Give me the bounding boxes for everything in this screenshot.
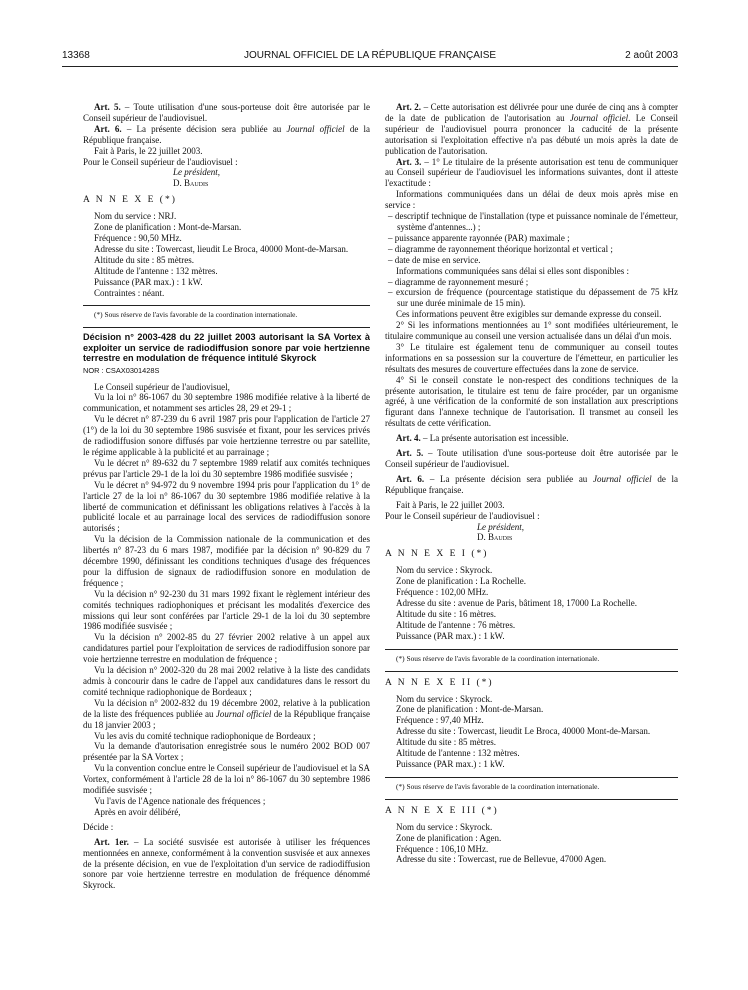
signature: D. Baudis [173, 178, 209, 189]
decision-title: Décision n° 2003-428 du 22 juillet 2003 autorisant la SA Vortex à exploiter un service de radiodiffusion sonore par voie hertzienne terrestre en modulation de fréquence intitulé Skyrock [83, 332, 370, 364]
visa: Vu l'avis de l'Agence nationale des fréquences ; [94, 795, 266, 806]
annex-line: Altitude de l'antenne : 132 mètres. [94, 265, 218, 276]
annex-line: Altitude de l'antenne : 132 mètres. [396, 748, 520, 759]
signature: D. Baudis [477, 532, 513, 543]
paragraph: 4° Si le conseil constate le non-respect des conditions techniques de la présente autorisation, le titulaire est tenu de faire procéder, par un organisme agréé, à une vérification de la conformité de son installation aux prescriptions figurant dans l'annexe technique de l'autorisation. Il transmet au conseil les résultats de cette vérification. [385, 374, 678, 429]
list-item: – date de mise en service. [388, 254, 481, 265]
president-title: Le président, [477, 521, 524, 532]
annex-line: Nom du service : NRJ. [94, 211, 177, 222]
visa: Vu la loi n° 86-1067 du 30 septembre 1986 modifiée relative à la liberté de communication, et notamment ses articles 28, 29 et 29-1 ; [83, 392, 370, 414]
divider [385, 649, 678, 650]
list-item: – excursion de fréquence (pourcentage statistique du dépassement de 75 kHz sur une durée minimale de 15 min). [388, 287, 678, 309]
visa: Vu les avis du comité technique radiophonique de Bordeaux ; [94, 730, 316, 741]
annex-line: Nom du service : Skyrock. [396, 565, 493, 576]
visa: Vu la demande d'autorisation enregistrée sous le numéro 2002 BOD 007 présentée par la SA Vortex ; [83, 741, 370, 763]
article-5: Art. 5. – Toute utilisation d'une sous-porteuse doit être autorisée par le Conseil supérieur de l'audiovisuel. [385, 448, 678, 469]
annex-line: Puissance (PAR max.) : 1 kW. [396, 630, 505, 641]
annex-line: Adresse du site : Towercast, rue de Bellevue, 47000 Agen. [396, 854, 607, 865]
visa: Vu la convention conclue entre le Conseil supérieur de l'audiovisuel et la SA Vortex, conformément à l'article 28 de la loi n° 86-1067 du 30 septembre 1986 modifiée susvisée ; [83, 763, 371, 796]
divider [385, 671, 678, 672]
footnote: (*) Sous réserve de l'avis favorable de la coordination internationale. [396, 653, 600, 663]
list-item: – diagramme de rayonnement mesuré ; [388, 276, 529, 287]
annex-line: Nom du service : Skyrock. [396, 693, 493, 704]
annex-1-title: A N N E X E I (*) [385, 549, 489, 560]
annex-list [83, 211, 370, 298]
annex-line: Fréquence : 102,00 MHz. [396, 587, 489, 598]
footnote: (*) Sous réserve de l'avis favorable de la coordination internationale. [396, 781, 600, 791]
footnote: (*) Sous réserve de l'avis favorable de la coordination internationale. [94, 310, 298, 320]
article-4: Art. 4. – La présente autorisation est incessible. [396, 433, 569, 444]
paragraph: 3° Le titulaire est également tenu de communiquer au conseil toutes informations en sa possession sur la couverture de l'émetteur, en particulier les résultats des mesures de couverture effectuées dans la zone de service. [385, 341, 678, 374]
annex-3-title: A N N E X E III (*) [385, 805, 499, 816]
list-item: – puissance apparente rayonnée (PAR) maximale ; [388, 232, 570, 243]
article-6: Art. 6. – La présente décision sera publiée au Journal officiel de la République française. [385, 473, 678, 495]
divider [83, 327, 370, 328]
visa: Vu la décision n° 2002-85 du 27 février 2002 relative à un appel aux candidatures partiel pour l'exploitation de services de radiodiffusion sonore par voie hertzienne terrestre en modulation de fréquence ; [83, 632, 370, 665]
issue-date: 2 août 2003 [625, 50, 678, 61]
divider [385, 799, 678, 800]
info-heading: Informations communiquées sans délai si elles sont disponibles : [396, 265, 629, 276]
annex-line: Zone de planification : La Rochelle. [396, 576, 526, 587]
pour-le-conseil: Pour le Conseil supérieur de l'audiovisuel : [385, 510, 540, 521]
right-column [385, 102, 678, 865]
visa: Vu la décision n° 92-230 du 31 mars 1992 fixant le règlement intérieur des comités techniques radiophoniques et précisant les modalités d'exercice des missions qui leur sont conférées par l'article 29-1 de la loi du 30 septembre 1986 modifiée susvisée ; [83, 588, 370, 632]
page-header [62, 50, 678, 64]
visa: Le Conseil supérieur de l'audiovisuel, [94, 381, 230, 392]
president-title: Le président, [173, 167, 220, 178]
annex-line: Zone de planification : Mont-de-Marsan. [94, 222, 242, 233]
paragraph: 2° Si les informations mentionnées au 1° sont modifiées ultérieurement, le titulaire communique au conseil une version actualisée dans un délai d'un mois. [385, 320, 678, 342]
annex-line: Contraintes : néant. [94, 287, 165, 298]
fait-a-paris: Fait à Paris, le 22 juillet 2003. [396, 499, 505, 510]
annex-line: Puissance (PAR max.) : 1 kW. [396, 758, 505, 769]
article-2: Art. 2. – Cette autorisation est délivrée pour une durée de cinq ans à compter de la date de publication de l'autorisation au Journal officiel. Le Conseil supérieur de l'audiovisuel pourra prononcer la caducité de la présente autorisation si l'exploitation effective n'a pas débuté un mois après la date de publication de l'autorisation. [385, 102, 678, 156]
divider [385, 777, 678, 778]
annex-line: Adresse du site : Towercast, lieudit Le Broca, 40000 Mont-de-Marsan. [396, 726, 651, 737]
info-heading: Informations communiquées dans un délai de deux mois après mise en service : [385, 189, 678, 211]
annex-line: Fréquence : 90,50 MHz. [94, 232, 182, 243]
paragraph: Ces informations peuvent être exigibles sur demande expresse du conseil. [396, 309, 662, 320]
decide-heading: Décide : [83, 821, 114, 832]
visa: Vu la décision n° 2002-320 du 28 mai 2002 relative à la liste des candidats admis à concourir dans le cadre de l'appel aux candidatures dans le ressort du comité technique radiophonique de Bordeaux ; [83, 665, 370, 697]
annex-line: Zone de planification : Agen. [396, 832, 502, 843]
journal-title: JOURNAL OFFICIEL DE LA RÉPUBLIQUE FRANÇAISE [243, 50, 497, 61]
annex-line: Altitude du site : 85 mètres. [396, 737, 496, 748]
header-rule [62, 66, 678, 67]
left-column [83, 102, 370, 891]
nor-reference: NOR : CSAX0301428S [83, 365, 160, 375]
pour-le-conseil: Pour le Conseil supérieur de l'audiovisuel : [83, 156, 238, 167]
visa: Vu la décision n° 2002-832 du 19 décembre 2002, relative à la publication de la liste des fréquences publiée au Journal officiel de la République française du 18 janvier 2003 ; [83, 697, 370, 730]
annex-title: A N N E X E (*) [83, 195, 177, 206]
annex-line: Puissance (PAR max.) : 1 kW. [94, 276, 203, 287]
annex-2-title: A N N E X E II (*) [385, 677, 494, 688]
annex-line: Zone de planification : Mont-de-Marsan. [396, 704, 544, 715]
fait-a-paris: Fait à Paris, le 22 juillet 2003. [94, 145, 203, 156]
annex-line: Nom du service : Skyrock. [396, 821, 493, 832]
visa: Vu le décret n° 89-632 du 7 septembre 1989 relatif aux comités techniques prévus par l'article 29-1 de la loi du 30 septembre 1986 modifiée susvisée ; [83, 457, 370, 479]
annex-line: Altitude du site : 16 mètres. [396, 608, 496, 619]
visa: Après en avoir délibéré, [94, 806, 181, 817]
annex-line: Fréquence : 106,10 MHz. [396, 843, 489, 854]
annex-line: Altitude de l'antenne : 76 mètres. [396, 619, 516, 630]
annex-line: Adresse du site : Towercast, lieudit Le Broca, 40000 Mont-de-Marsan. [94, 243, 349, 254]
list-item: – diagramme de rayonnement théorique horizontal et vertical ; [388, 243, 613, 254]
article-5: Art. 5. – Toute utilisation d'une sous-porteuse doit être autorisée par le Conseil supérieur de l'audiovisuel. [83, 102, 370, 123]
visa: Vu le décret n° 94-972 du 9 novembre 1994 pris pour l'application du 1° de l'article 27 de la loi n° 86-1067 du 30 septembre 1986 modifiée relative à la liberté de communication et définissant les obligations relatives à l'accès à la publicité locale et au parrainage local des services de radiodiffusion sonore autorisés ; [83, 479, 370, 534]
annex-line: Fréquence : 97,40 MHz. [396, 715, 484, 726]
annex-line: Adresse du site : avenue de Paris, bâtiment 18, 17000 La Rochelle. [396, 597, 637, 608]
visas [83, 382, 370, 818]
visa: Vu la décision de la Commission nationale de la communication et des libertés n° 87-23 du 6 mars 1987, modifiée par la décision n° 90-829 du 7 décembre 1990, définissant les conditions techniques d'usage des fréquences pour la diffusion de signaux de radiodiffusion sonore en modulation de fréquence ; [83, 534, 370, 588]
divider [83, 305, 370, 306]
article-6: Art. 6. – La présente décision sera publiée au Journal officiel de la République française. [83, 123, 370, 145]
article-3: Art. 3. – 1° Le titulaire de la présente autorisation est tenu de communiquer au Conseil supérieur de l'audiovisuel les informations suivantes, dont il atteste l'exactitude : [385, 156, 678, 189]
annex-line: Altitude du site : 85 mètres. [94, 254, 194, 265]
article-1: Art. 1er. – La société susvisée est autorisée à utiliser les fréquences mentionnées en annexe, conformément à la convention susvisée et aux annexes de la présente décision, en vue de l'exploitation d'un service de radiodiffusion sonore par voie hertzienne terrestre en modulation de fréquence dénommé Skyrock. [83, 836, 371, 891]
visa: Vu le décret n° 87-239 du 6 avril 1987 pris pour l'application de l'article 27 (1°) de la loi du 30 septembre 1986 susvisée et fixant, pour les services privés de radiodiffusion sonore diffusés par voie hertzienne terrestre ou par satellite, le régime applicable à la publicité et au parrainage ; [83, 414, 370, 457]
page-number: 13368 [62, 50, 90, 61]
list-item: – descriptif technique de l'installation (type et puissance nominale de l'émetteur, système d'antennes...) ; [388, 211, 678, 232]
